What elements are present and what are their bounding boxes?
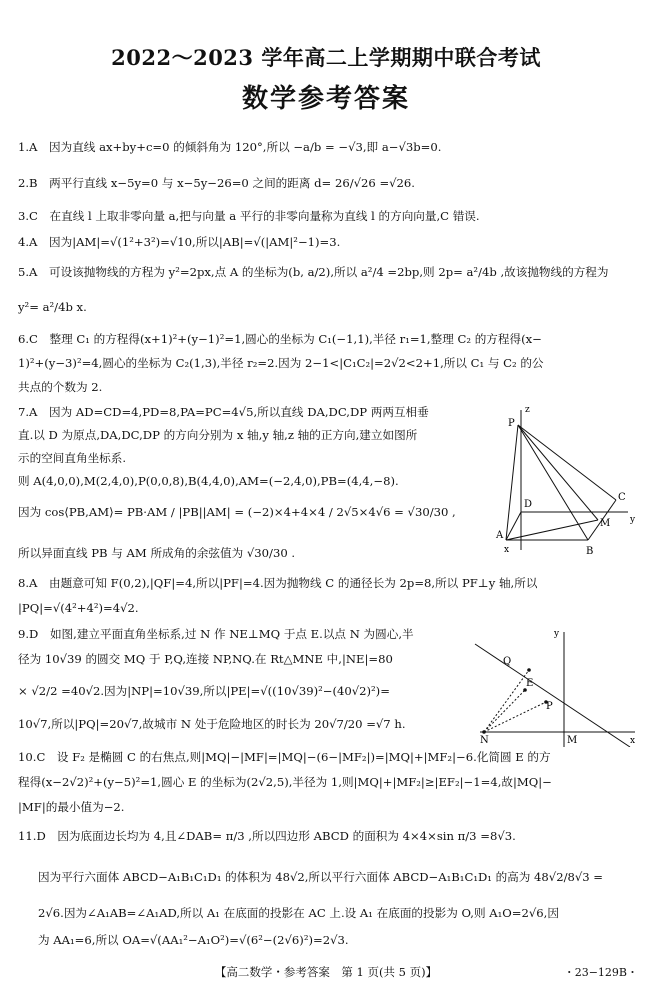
fig7-label-z: z: [525, 405, 530, 415]
fig9-label-x: x: [630, 736, 636, 746]
fig9-label-Q: Q: [503, 656, 512, 667]
fig7-label-A: A: [496, 530, 504, 541]
answer-9-line3: × √2/2 =40√2.因为|NP|=10√39,所以|PE|=√((10√39)²−(40√2)²)=: [18, 684, 390, 698]
answer-6-line2: 1)²+(y−3)²=4,圆心的坐标为 C₂(1,3),半径 r₂=2.因为 2−1<|C₁C₂|=2√2<2+1,所以 C₁ 与 C₂ 的公: [18, 356, 544, 370]
page-footer: 【高二数学・参考答案 第 1 页(共 5 页)】: [214, 965, 438, 979]
answer-11-line1: 11.D 因为底面边长均为 4,且∠DAB= π/3 ,所以四边形 ABCD 的面积为 4×4×sin π/3 =8√3.: [18, 829, 516, 843]
answer-10-line1: 10.C 设 F₂ 是椭圆 C 的右焦点,则|MQ|−|MF|=|MQ|−(6−|MF₂|)=|MQ|+|MF₂|−6.化简圆 E 的方: [18, 750, 551, 764]
fig7-label-y: y: [630, 515, 636, 525]
answer-11-line2: 因为平行六面体 ABCD−A₁B₁C₁D₁ 的体积为 48√2,所以平行六面体 ABCD−A₁B₁C₁D₁ 的高为 48√2/8√3 =: [38, 870, 604, 884]
fig7-label-P: P: [508, 418, 515, 429]
answer-5-line2: y²= a²/4b x.: [18, 300, 87, 314]
answer-1: 1.A 因为直线 ax+by+c=0 的倾斜角为 120°,所以 −a/b = −√3,即 a−√3b=0.: [18, 140, 442, 154]
answer-8-line2: |PQ|=√(4²+4²)=4√2.: [18, 601, 139, 615]
fig7-label-D: D: [524, 499, 533, 510]
answer-6-line3: 共点的个数为 2.: [18, 380, 103, 394]
figure-9-coordinate: [470, 622, 640, 747]
answer-7-line4: 则 A(4,0,0),M(2,4,0),P(0,0,8),B(4,4,0),AM=(−2,4,0),PB=(4,4,−8).: [18, 474, 399, 488]
answer-2: 2.B 两平行直线 x−5y=0 与 x−5y−26=0 之间的距离 d= 26/√26 =√26.: [18, 176, 415, 190]
fig7-label-B: B: [586, 546, 594, 557]
answer-9-line4: 10√7,所以|PQ|=20√7,故城市 N 处于危险地区的时长为 20√7/20 =√7 h.: [18, 717, 406, 731]
fig9-label-y: y: [554, 629, 560, 639]
answer-8-line1: 8.A 由题意可知 F(0,2),|QF|=4,所以|PF|=4.因为抛物线 C 的通径长为 2p=8,所以 PF⊥y 轴,所以: [18, 576, 538, 590]
figure-7-pyramid: [488, 400, 638, 560]
fig9-label-P: P: [546, 701, 553, 712]
page-code: ・23−129B・: [563, 966, 638, 979]
answer-11-line3: 2√6.因为∠A₁AB=∠A₁AD,所以 A₁ 在底面的投影在 AC 上.设 A₁ 在底面的投影为 O,则 A₁O=2√6,因: [38, 906, 559, 920]
answer-5-line1: 5.A 可设该抛物线的方程为 y²=2px,点 A 的坐标为(b, a/2),所以 a²/4 =2bp,则 2p= a²/4b ,故该抛物线的方程为: [18, 265, 609, 279]
answer-9-line2: 径为 10√39 的圆交 MQ 于 P,Q,连接 NP,NQ.在 Rt△MNE 中,|NE|=80: [18, 652, 393, 666]
answer-9-line1: 9.D 如图,建立平面直角坐标系,过 N 作 NE⊥MQ 于点 E.以点 N 为圆心,半: [18, 627, 414, 641]
answer-3: 3.C 在直线 l 上取非零向量 a,把与向量 a 平行的非零向量称为直线 l 的方向向量,C 错误.: [18, 209, 480, 223]
fig7-label-C: C: [618, 492, 626, 503]
fig9-label-M: M: [567, 735, 578, 746]
fig7-label-x: x: [504, 545, 510, 555]
answer-6-line1: 6.C 整理 C₁ 的方程得(x+1)²+(y−1)²=1,圆心的坐标为 C₁(−1,1),半径 r₁=1,整理 C₂ 的方程得(x−: [18, 332, 542, 346]
answer-4: 4.A 因为|AM|=√(1²+3²)=√10,所以|AB|=√(|AM|²−1)=3.: [18, 235, 341, 249]
answer-7-line2: 直.以 D 为原点,DA,DC,DP 的方向分别为 x 轴,y 轴,z 轴的正方向,建立如图所: [18, 428, 418, 442]
fig7-label-M: M: [600, 518, 611, 529]
page-title: 2022～2023 学年高二上学期期中联合考试: [111, 45, 541, 70]
page-subtitle: 数学参考答案: [241, 84, 410, 114]
answer-10-line3: |MF|的最小值为−2.: [18, 800, 125, 814]
answer-11-line4: 为 AA₁=6,所以 OA=√(AA₁²−A₁O²)=√(6²−(2√6)²)=2√3.: [38, 933, 349, 947]
answer-7-line3: 示的空间直角坐标系.: [18, 451, 127, 465]
answer-7-line6: 所以异面直线 PB 与 AM 所成角的余弦值为 √30/30 .: [18, 546, 296, 560]
answer-7-line5: 因为 cos⟨PB,AM⟩= PB·AM / |PB||AM| = (−2)×4+4×4 / 2√5×4√6 = √30/30 ,: [18, 505, 456, 519]
answer-10-line2: 程得(x−2√2)²+(y−5)²=1,圆心 E 的坐标为(2√2,5),半径为 1,则|MQ|+|MF₂|≥|EF₂|−1=4,故|MQ|−: [18, 775, 552, 789]
fig9-label-E: E: [526, 678, 534, 689]
answer-7-line1: 7.A 因为 AD=CD=4,PD=8,PA=PC=4√5,所以直线 DA,DC,DP 两两互相垂: [18, 405, 429, 419]
fig9-label-N: N: [480, 735, 489, 746]
